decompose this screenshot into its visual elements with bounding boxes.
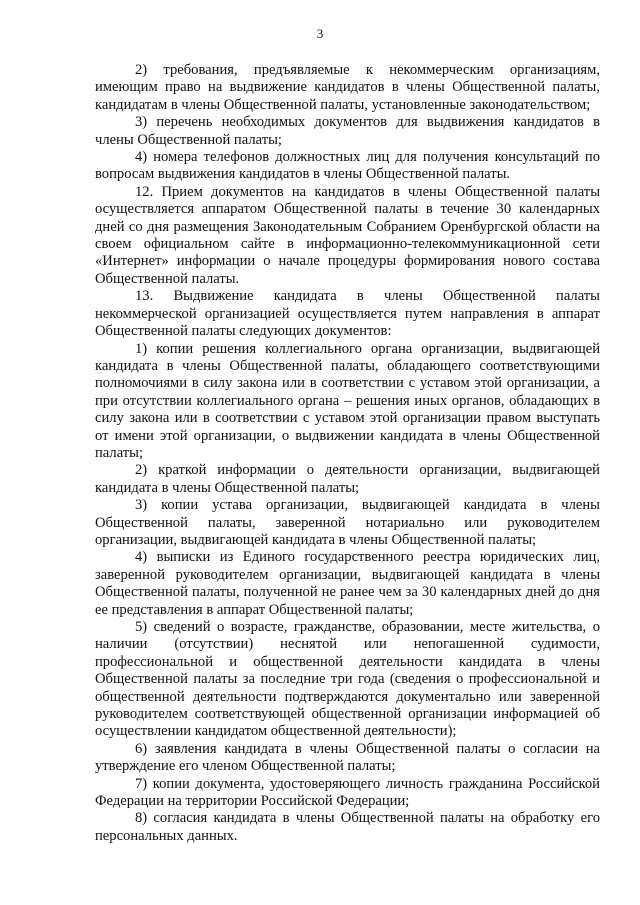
paragraph-doc-2-brief-info: 2) краткой информации о деятельности организации, выдвигающей кандидата в члены Общественной палаты; — [95, 462, 600, 496]
paragraph-doc-1-decision-copy: 1) копии решения коллегиального органа организации, выдвигающей кандидата в члены Общественной палаты, обладающего соответствующими полномочиями в силу закона или в соответствии с уставом этой организации, а при отсутствии коллегиального органа – решения иных органов, обладающих в силу закона или в соответствии с уставом этой организации правом выступать от имени этой организации, о выдвижении кандидата в члены Общественной палаты; — [95, 340, 600, 461]
paragraph-section-13: 13. Выдвижение кандидата в члены Общественной палаты некоммерческой организацией осуществляется путем направления в аппарат Общественной палаты следующих документов: — [95, 288, 600, 340]
paragraph-doc-8-data-consent: 8) согласия кандидата в члены Общественной палаты на обработку его персональных данных. — [95, 810, 600, 844]
paragraph-doc-4-registry-extract: 4) выписки из Единого государственного реестра юридических лиц, заверенной руководителем организации, выдвигающей кандидата в члены Общественной палаты, полученной не ранее чем за 30 календарных дней до дня ее представления в аппарат Общественной палаты; — [95, 549, 600, 618]
paragraph-doc-7-id-copy: 7) копии документа, удостоверяющего личность гражданина Российской Федерации на территории Российской Федерации; — [95, 775, 600, 810]
paragraph-item-3-documents-list: 3) перечень необходимых документов для выдвижения кандидатов в члены Общественной палаты; — [95, 114, 600, 148]
body-text — [95, 62, 600, 845]
paragraph-doc-3-charter-copy: 3) копии устава организации, выдвигающей кандидата в члены Общественной палаты, заверенной нотариально или руководителем организации, выдвигающей кандидата в члены Общественной палаты; — [95, 497, 600, 548]
paragraph-section-12: 12. Прием документов на кандидатов в члены Общественной палаты осуществляется аппаратом Общественной палаты в течение 30 календарных дней со дня размещения Законодательным Собранием Оренбургской области на своем официальном сайте в информационно-телекоммуникационной сети «Интернет» информации о начале процедуры формирования нового состава Общественной палаты. — [95, 183, 600, 287]
page-number: 3 — [316, 26, 324, 41]
paragraph-item-4-phone-numbers: 4) номера телефонов должностных лиц для получения консультаций по вопросам выдвижения кандидатов в члены Общественной палаты. — [95, 149, 600, 183]
paragraph-doc-6-consent-statement: 6) заявления кандидата в члены Общественной палаты о согласии на утверждение его членом Общественной палаты; — [95, 740, 600, 775]
paragraph-item-2-requirements: 2) требования, предъявляемые к некоммерческим организациям, имеющим право на выдвижение кандидатов в члены Общественной палаты, кандидатам в члены Общественной палаты, установленные законодательством; — [95, 62, 600, 113]
paragraph-doc-5-candidate-info: 5) сведений о возрасте, гражданстве, образовании, месте жительства, о наличии (отсутствии) неснятой или непогашенной судимости, профессиональной и общественной деятельности кандидата в члены Общественной палаты за последние три года (сведения о профессиональной и общественной деятельности подтверждаются документально или заверенной руководителем соответствующей общественной организации информацией об осуществлении кандидатом общественной деятельности); — [95, 619, 600, 740]
